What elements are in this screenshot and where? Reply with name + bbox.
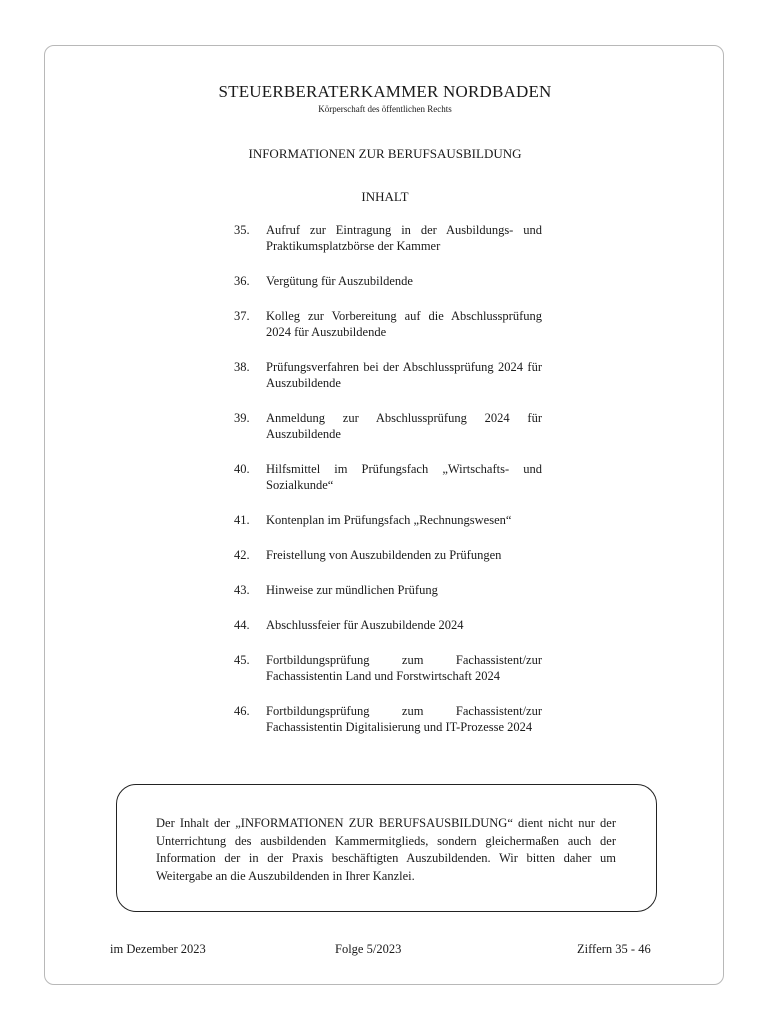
toc-item bbox=[234, 308, 542, 340]
toc-item-number: 39. bbox=[234, 411, 250, 425]
contents-heading: INHALT bbox=[361, 189, 409, 204]
toc-item bbox=[234, 512, 542, 528]
toc-item-number: 41. bbox=[234, 513, 250, 527]
toc-item bbox=[234, 652, 542, 684]
toc-item-text: Prüfungsverfahren bei der Abschlussprüfung 2024 für Auszubildende bbox=[266, 360, 542, 390]
toc-item bbox=[234, 461, 542, 493]
footer-issue: Folge 5/2023 bbox=[335, 942, 402, 956]
toc-item-number: 36. bbox=[234, 274, 250, 288]
notice-text: Der Inhalt der „INFORMATIONEN ZUR BERUFSAUSBILDUNG“ dient nicht nur der Unterrichtung des ausbildenden Kammermitglieds, sondern gleichermaßen auch der Information der in der Praxis beschäftigten Auszubildenden. Wir bitten daher um Weitergabe an die Auszubildenden in Ihrer Kanzlei. bbox=[156, 816, 616, 883]
toc-item-text: Kolleg zur Vorbereitung auf die Abschlussprüfung 2024 für Auszubildende bbox=[266, 309, 542, 339]
toc-item bbox=[234, 273, 542, 289]
toc-item-text: Anmeldung zur Abschlussprüfung 2024 für Auszubildende bbox=[266, 411, 542, 441]
toc-item bbox=[234, 617, 542, 633]
toc-item-text: Abschlussfeier für Auszubildende 2024 bbox=[266, 618, 464, 632]
toc-item-text: Freistellung von Auszubildenden zu Prüfungen bbox=[266, 548, 502, 562]
toc-item bbox=[234, 410, 542, 442]
toc-item-number: 44. bbox=[234, 618, 250, 632]
toc-item-text: Fortbildungsprüfung zum Fachassistent/zur Fachassistentin Digitalisierung und IT-Prozesse 2024 bbox=[266, 704, 542, 734]
organization-name: STEUERBERATERKAMMER NORDBADEN bbox=[218, 82, 552, 101]
toc-item-text: Hilfsmittel im Prüfungsfach „Wirtschafts- und Sozialkunde“ bbox=[266, 462, 542, 492]
toc-item-number: 42. bbox=[234, 548, 250, 562]
toc-item bbox=[234, 703, 542, 735]
toc-item-text: Kontenplan im Prüfungsfach „Rechnungswesen“ bbox=[266, 513, 512, 527]
toc-item-text: Fortbildungsprüfung zum Fachassistent/zur Fachassistentin Land und Forstwirtschaft 2024 bbox=[266, 653, 542, 683]
toc-item-text: Hinweise zur mündlichen Prüfung bbox=[266, 583, 438, 597]
toc-item-number: 46. bbox=[234, 704, 250, 718]
document-title: INFORMATIONEN ZUR BERUFSAUSBILDUNG bbox=[248, 146, 522, 161]
toc-item bbox=[234, 547, 542, 563]
toc-item bbox=[234, 359, 542, 391]
toc-item-number: 35. bbox=[234, 223, 250, 237]
footer-sections: Ziffern 35 - 46 bbox=[577, 942, 651, 956]
toc-item bbox=[234, 582, 542, 598]
table-of-contents bbox=[234, 222, 542, 735]
toc-item-number: 40. bbox=[234, 462, 250, 476]
toc-item bbox=[234, 222, 542, 254]
toc-item-text: Aufruf zur Eintragung in der Ausbildungs- und Praktikumsplatzbörse der Kammer bbox=[266, 223, 542, 253]
footer-date: im Dezember 2023 bbox=[110, 942, 206, 956]
toc-item-number: 38. bbox=[234, 360, 250, 374]
toc-item-text: Vergütung für Auszubildende bbox=[266, 274, 413, 288]
toc-item-number: 37. bbox=[234, 309, 250, 323]
organization-subtitle: Körperschaft des öffentlichen Rechts bbox=[318, 104, 452, 114]
toc-item-number: 45. bbox=[234, 653, 250, 667]
toc-item-number: 43. bbox=[234, 583, 250, 597]
